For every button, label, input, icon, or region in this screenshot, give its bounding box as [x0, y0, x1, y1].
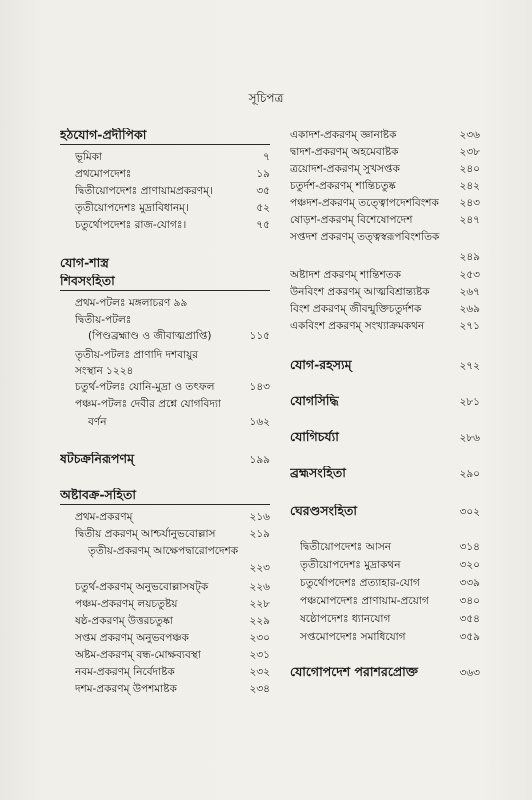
toc-entry[interactable] — [290, 162, 480, 176]
toc-entry[interactable] — [290, 319, 480, 333]
entry-page: ২৪৭ — [459, 214, 480, 226]
section-heading-yogicharya[interactable] — [290, 430, 480, 445]
subheading-shivasamhita: শিবসংহিতা — [60, 274, 115, 288]
toc-entry[interactable] — [88, 329, 270, 343]
section-heading-yogopadesha[interactable] — [290, 665, 480, 680]
toc-entry[interactable] — [75, 150, 270, 164]
entry-page: ২৩১ — [249, 649, 270, 661]
entry-label: দ্বিতীয়োপদেশঃ প্রাণায়ামপ্রকরণম্। — [75, 185, 213, 197]
entry-label: চতুর্থ-প্রকরণম্ অনুভবোল্লাসষট্ক — [75, 581, 209, 593]
entry-page: ২৮১ — [459, 396, 480, 408]
entry-label: একাদশ-প্রকরণম্ জ্ঞানাষ্টক — [290, 129, 397, 141]
toc-entry[interactable] — [75, 184, 270, 198]
toc-entry[interactable] — [75, 614, 270, 628]
entry-page: ২৪০ — [459, 163, 480, 175]
entry-page: ২১৬ — [249, 511, 270, 523]
toc-entry[interactable] — [75, 364, 270, 378]
toc-entry[interactable] — [300, 540, 480, 554]
entry-label: (পিণ্ডব্রহ্মাণ্ড ও জীবাত্মপ্রাপ্তি) — [88, 330, 212, 342]
entry-page: ২৪২ — [459, 180, 480, 192]
entry-label: সংস্থান ১২২৪ — [75, 365, 134, 377]
toc-entry[interactable] — [75, 296, 270, 310]
entry-page: ৩২০ — [459, 559, 480, 571]
entry-page: ২৫৩ — [459, 269, 480, 281]
entry-label: ষটচক্রনিরূপণম্ — [60, 452, 135, 466]
entry-label: যোগোপদেশ পরাশরপ্রোক্ত — [290, 665, 418, 679]
toc-entry[interactable] — [300, 594, 480, 608]
entry-page: ২৯০ — [459, 468, 480, 480]
entry-label: একবিংশ প্রকরণম্ সংখ্যাক্রমকথন — [290, 320, 425, 332]
toc-entry[interactable] — [290, 145, 480, 159]
entry-page: ৩৪০ — [459, 595, 480, 607]
toc-entry[interactable] — [300, 558, 480, 572]
entry-label: পঞ্চমোপদেশঃ প্রাণায়াম-প্রয়োগ — [300, 595, 429, 607]
toc-entry[interactable] — [290, 250, 480, 264]
entry-label: সপ্তম প্রকরণম্ অনুভবপঞ্চক — [75, 632, 189, 644]
toc-entry[interactable] — [75, 682, 270, 696]
toc-entry[interactable] — [290, 196, 480, 210]
toc-entry[interactable] — [75, 648, 270, 662]
toc-entry[interactable] — [290, 302, 480, 316]
entry-page: ২২৯ — [249, 615, 270, 627]
toc-entry[interactable] — [300, 576, 480, 590]
entry-page: ২২৩ — [249, 562, 270, 574]
entry-page: ৩০২ — [459, 506, 480, 518]
entry-page: ২৪৯ — [459, 251, 480, 263]
section-heading-gherandasamhita[interactable] — [290, 504, 480, 519]
toc-entry[interactable] — [88, 544, 270, 558]
entry-page: ২৭১ — [459, 320, 480, 332]
entry-label: প্রথমোপদেশঃ — [75, 168, 132, 180]
toc-entry[interactable] — [290, 230, 480, 244]
entry-label: দ্বাদশ-প্রকরণম্ অহমেবাষ্টক — [290, 146, 399, 158]
entry-page: ৩৬৩ — [459, 667, 480, 679]
entry-page: ৩১৪ — [459, 541, 480, 553]
entry-label: অষ্টম-প্রকরণম্ বন্ধ-মোক্ষব্যবস্থা — [75, 649, 201, 661]
entry-label: চতুর্থোপদেশঃ প্রত্যাহার-যোগ — [300, 577, 420, 589]
entry-page: ৩৫ — [256, 185, 270, 197]
toc-entry[interactable] — [75, 631, 270, 645]
entry-page: ২৬৯ — [459, 303, 480, 315]
entry-label: নবম-প্রকরণম্ নির্বেদাষ্টক — [75, 666, 175, 678]
entry-page: ২৩০ — [249, 632, 270, 644]
entry-label: পঞ্চদশ-প্রকরণম্ তত্ত্বোপদেশবিংশক — [290, 197, 439, 209]
toc-entry[interactable] — [290, 285, 480, 299]
entry-label: ঘেরণ্ডসংহিতা — [290, 504, 358, 518]
entry-label: তৃতীয়োপদেশঃ মুদ্রাবিধানম্। — [75, 202, 189, 214]
heading-underline — [60, 290, 270, 291]
entry-label: ভূমিকা — [75, 151, 103, 163]
entry-page: ২৩২ — [249, 666, 270, 678]
entry-label: ব্রহ্মসংহিতা — [290, 466, 346, 480]
entry-page: ১৯ — [256, 168, 270, 180]
entry-page: ২১৯ — [249, 528, 270, 540]
entry-page: ২৩৬ — [459, 129, 480, 141]
toc-entry[interactable] — [75, 561, 270, 575]
entry-page: ২৮৬ — [459, 432, 480, 444]
toc-entry[interactable] — [75, 313, 270, 327]
entry-page: ৭৫ — [256, 219, 270, 231]
entry-label: দ্বিতীয়-পটলঃ — [75, 314, 132, 326]
toc-entry[interactable] — [300, 612, 480, 626]
entry-label: পঞ্চম-প্রকরণম্ লয়চতুষ্টয় — [75, 598, 178, 610]
toc-entry[interactable] — [75, 201, 270, 215]
entry-page: ১৪৩ — [249, 381, 270, 393]
entry-label: ত্রয়োদশ-প্রকরণম্ সুখসপ্তক — [290, 163, 400, 175]
section-heading-yogarahasya[interactable] — [290, 358, 480, 373]
toc-entry[interactable] — [75, 218, 270, 232]
entry-label: প্রথম-পটলঃ মঙ্গলাচরণ ৯৯ — [75, 297, 188, 309]
entry-page: ২৭২ — [459, 360, 480, 372]
entry-label: দ্বিতীয়োপদেশঃ আসন — [300, 541, 392, 553]
section-heading-shatchakra[interactable] — [60, 452, 270, 467]
entry-page: ৫২ — [256, 202, 270, 214]
entry-page: ৭ — [263, 151, 270, 163]
entry-label: চতুর্থোপদেশঃ রাজ-যোগঃ। — [75, 219, 187, 231]
entry-label: বিংশ প্রকরণম্ জীবন্মুক্তিচতুর্দশক — [290, 303, 422, 315]
entry-label: ষোড়শ-প্রকরণম্ বিশেষোপদেশ — [290, 214, 413, 226]
entry-page: ২৩৮ — [459, 146, 480, 158]
section-heading-yogashastra: যোগ-শাস্ত্র — [60, 256, 109, 270]
entry-page: ২২৬ — [249, 581, 270, 593]
toc-entry[interactable] — [290, 179, 480, 193]
section-heading-ashtavakra: অষ্টাবক্র-সহিতা — [60, 488, 136, 502]
entry-label: যোগসিদ্ধি — [290, 394, 339, 408]
section-heading-yogasiddhi[interactable] — [290, 394, 480, 409]
toc-entry[interactable] — [75, 580, 270, 594]
entry-label: বর্ণন — [88, 416, 107, 428]
section-heading-hathayoga: হঠযোগ-প্রদীপিকা — [60, 128, 147, 142]
toc-entry[interactable] — [290, 268, 480, 282]
page-title: সূচিপত্র — [248, 91, 284, 105]
entry-label: সপ্তদশ প্রকরণম্ তত্ত্বস্বরূপবিংশতিক — [290, 231, 440, 243]
heading-underline — [60, 144, 270, 145]
entry-page: ৩৫৯ — [459, 631, 480, 643]
entry-page: ১১৫ — [249, 330, 270, 342]
entry-page: ৩৫৪ — [459, 613, 480, 625]
toc-entry[interactable] — [290, 213, 480, 227]
toc-entry[interactable] — [75, 527, 270, 541]
entry-label: অষ্টাদশ প্রকরণম্ শান্তিশতক — [290, 269, 401, 281]
toc-entry[interactable] — [75, 510, 270, 524]
entry-label: চতুর্থ-পটলঃ যোনি-মুদ্রা ও তৎফল — [75, 381, 215, 393]
entry-page: ২৬৭ — [459, 286, 480, 298]
entry-page: ২৩৪ — [249, 683, 270, 695]
entry-label: উনবিংশ প্রকরণম্ আত্মবিশ্রান্ত্যষ্টক — [290, 286, 430, 298]
entry-label: পঞ্চম-পটলঃ দেবীর প্রশ্নে যোগবিদ্যা — [75, 398, 221, 410]
entry-label: তৃতীয়োপদেশঃ মুদ্রাকথন — [300, 559, 401, 571]
entry-label: যোগ-রহস্যম্ — [290, 358, 352, 372]
toc-entry[interactable] — [75, 348, 270, 362]
entry-label: তৃতীয়-প্রকরণম্ আক্ষেপদ্বারোপদেশক — [88, 545, 239, 557]
entry-label: যোগিচর্য্যা — [290, 430, 339, 444]
entry-label: তৃতীয়-পটলঃ প্রাণাদি দশবায়ুর — [75, 349, 199, 361]
toc-entry[interactable] — [75, 380, 270, 394]
entry-label: ষষ্ঠ-প্রকরণম্ উত্তরচতুষ্কা — [75, 615, 173, 627]
entry-label: সপ্তমোপদেশঃ সমাধিযোগ — [300, 631, 406, 643]
entry-label: দশম-প্রকরণম্ উপশমাষ্টক — [75, 683, 177, 695]
entry-page: ২২৮ — [249, 598, 270, 610]
section-heading-brahmasamhita[interactable] — [290, 466, 480, 481]
heading-underline — [60, 504, 270, 505]
toc-entry[interactable] — [290, 128, 480, 142]
entry-page: ১৯৯ — [249, 454, 270, 466]
toc-entry[interactable] — [75, 397, 270, 411]
toc-entry[interactable] — [88, 415, 270, 429]
toc-entry[interactable] — [75, 597, 270, 611]
toc-entry[interactable] — [300, 630, 480, 644]
entry-label: চতুর্দশ-প্রকরণম্ শান্তিচতুষ্ক — [290, 180, 396, 192]
entry-label: ষষ্ঠোপদেশঃ ধ্যানযোগ — [300, 613, 391, 625]
entry-label: প্রথম-প্রকরণম্ — [75, 511, 133, 523]
toc-entry[interactable] — [75, 665, 270, 679]
toc-entry[interactable] — [75, 167, 270, 181]
entry-page: ২৪৩ — [459, 197, 480, 209]
entry-page: ১৬২ — [249, 416, 270, 428]
entry-label: দ্বিতীয় প্রকরণম্ আশ্চর্যানুভবোল্লাস — [75, 528, 216, 540]
entry-page: ৩৩৯ — [459, 577, 480, 589]
